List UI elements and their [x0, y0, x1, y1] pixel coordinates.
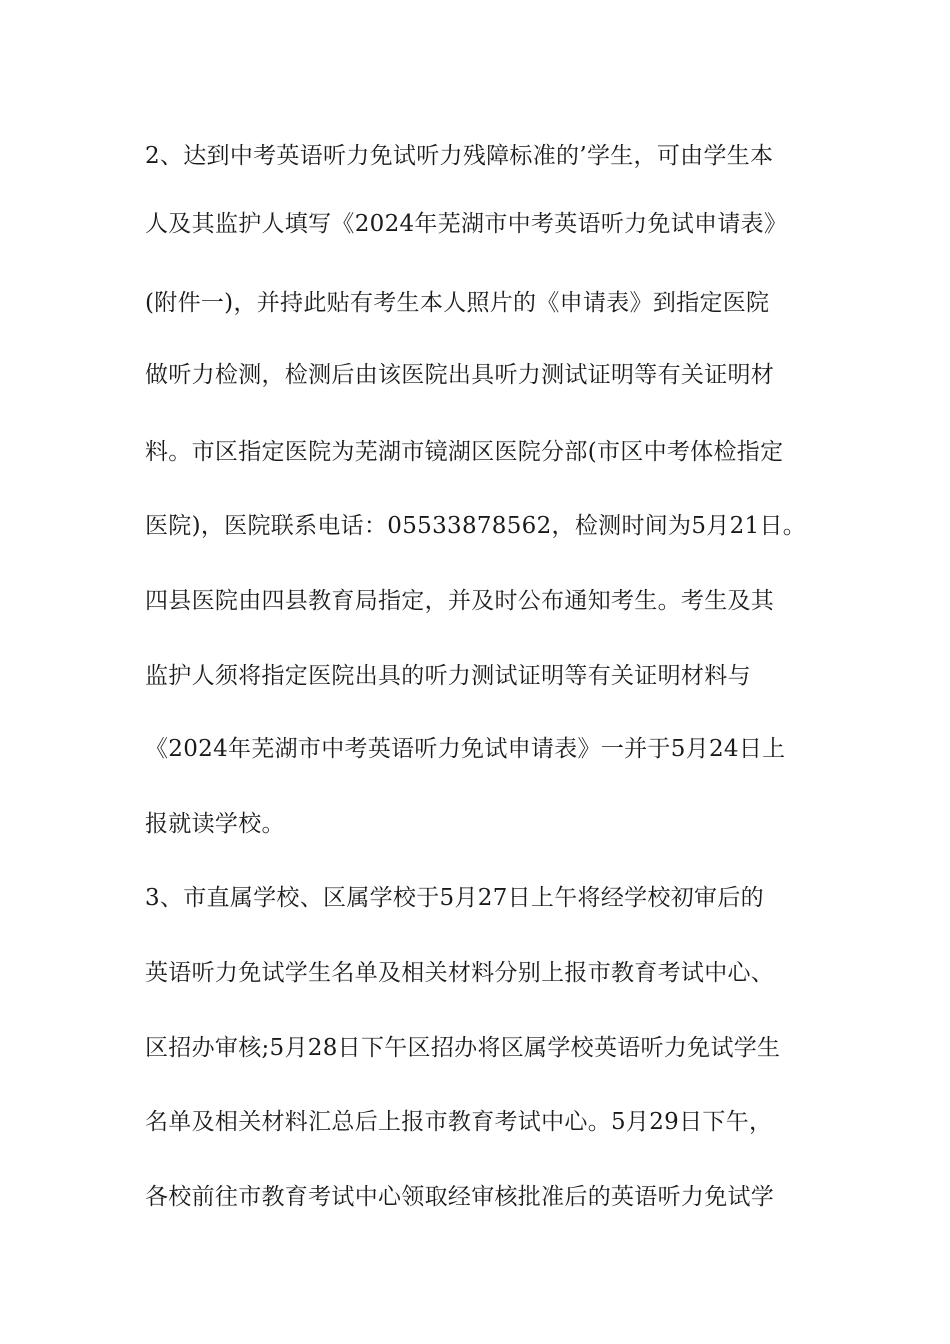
paragraph-3-line-5: 各校前往市教育考试中心领取经审核批准后的英语听力免试学 — [145, 1184, 775, 1210]
paragraph-2-line-1: 2、达到中考英语听力免试听力残障标准的’学生，可由学生本 — [145, 143, 774, 169]
paragraph-2-line-9: 《2024年芜湖市中考英语听力免试申请表》一并于5月24日上 — [145, 736, 786, 762]
paragraph-2-line-2: 人及其监护人填写《2024年芜湖市中考英语听力免试申请表》 — [145, 211, 788, 237]
paragraph-2-line-5: 料。市区指定医院为芜湖市镜湖区医院分部(市区中考体检指定 — [145, 439, 784, 465]
paragraph-2-line-10: 报就读学校。 — [145, 811, 285, 837]
paragraph-2-line-3: (附件一)，并持此贴有考生本人照片的《申请表》到指定医院 — [145, 290, 770, 316]
paragraph-3-line-4: 名单及相关材料汇总后上报市教育考试中心。5月29日下午， — [145, 1109, 773, 1135]
paragraph-3-line-1: 3、市直属学校、区属学校于5月27日上午将经学校初审后的 — [145, 885, 764, 911]
paragraph-2-line-4: 做听力检测，检测后由该医院出具听力测试证明等有关证明材 — [145, 362, 775, 388]
paragraph-2-line-8: 监护人须将指定医院出具的听力测试证明等有关证明材料与 — [145, 663, 751, 689]
paragraph-3-line-2: 英语听力免试学生名单及相关材料分别上报市教育考试中心、 — [145, 960, 775, 986]
paragraph-3-line-3: 区招办审核;5月28日下午区招办将区属学校英语听力免试学生 — [145, 1035, 781, 1061]
paragraph-2-line-7: 四县医院由四县教育局指定，并及时公布通知考生。考生及其 — [145, 588, 775, 614]
paragraph-2-line-6: 医院)，医院联系电话：05533878562，检测时间为5月21日。 — [145, 513, 807, 539]
